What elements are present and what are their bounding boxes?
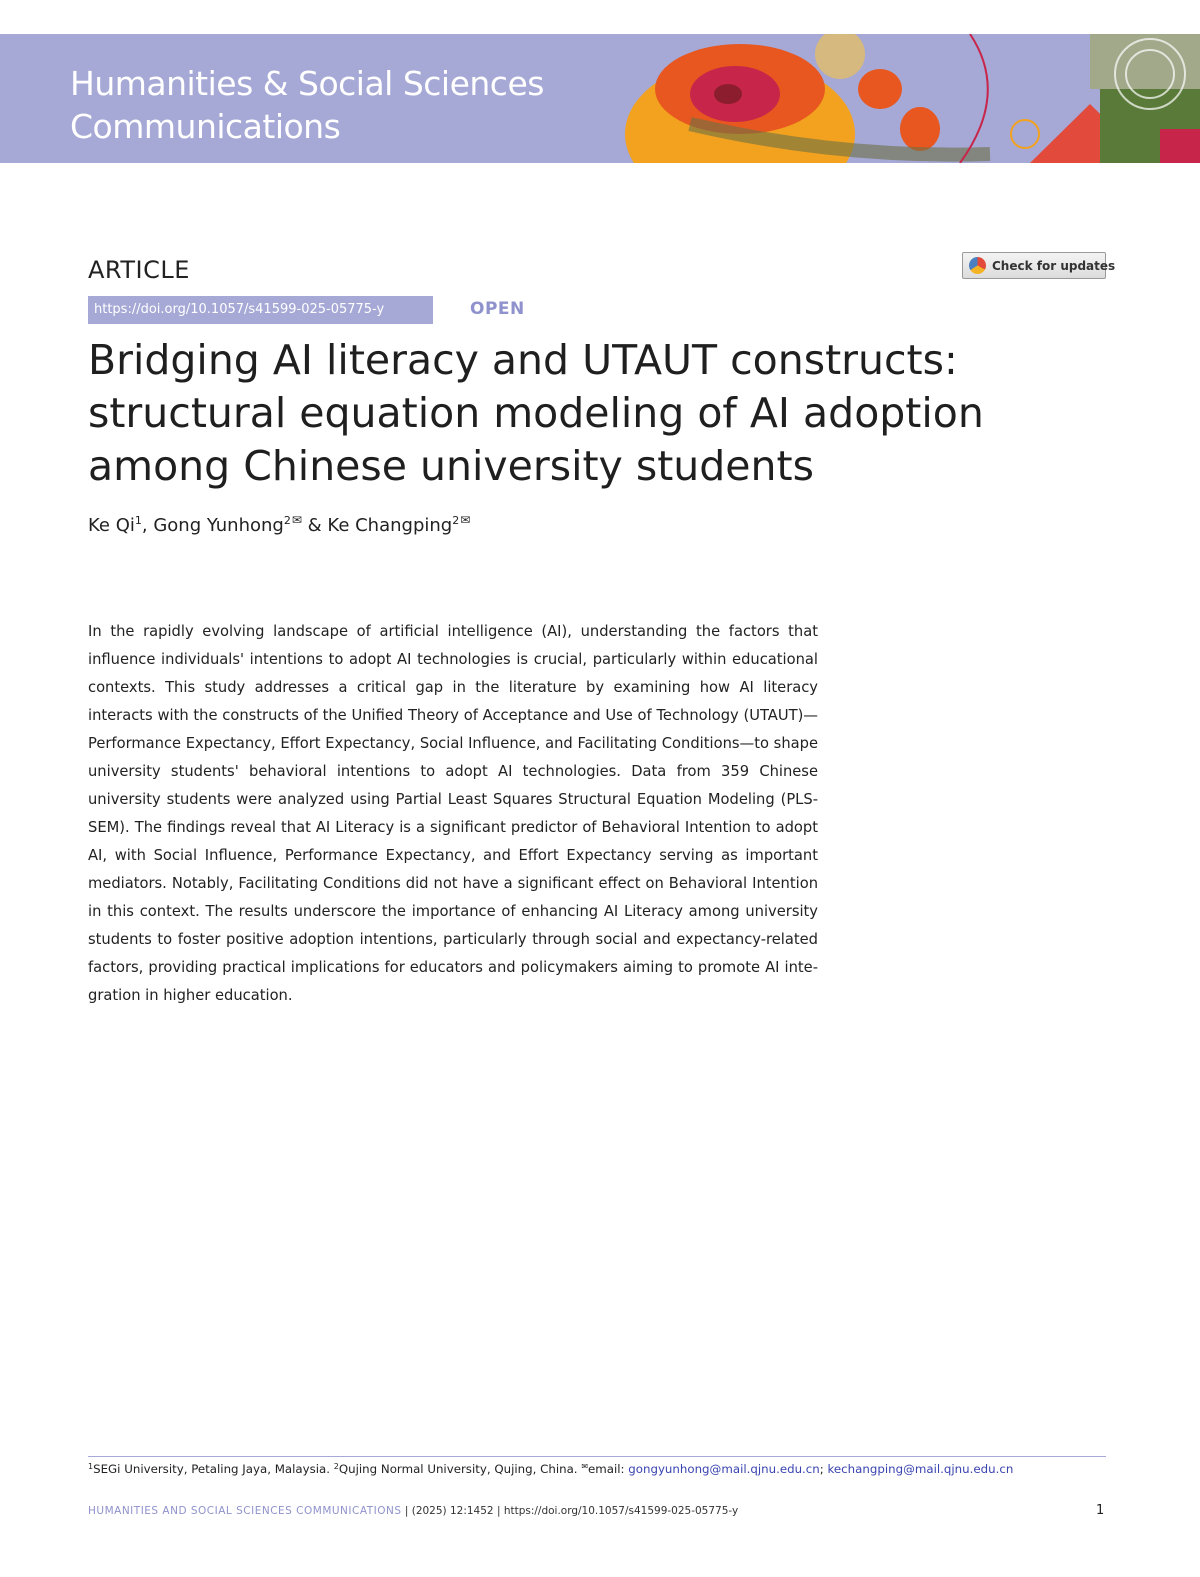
email-separator: ;	[819, 1462, 828, 1476]
author-name[interactable]: Gong Yunhong	[153, 515, 284, 536]
journal-banner	[0, 34, 1200, 163]
mail-icon[interactable]: ✉	[460, 513, 471, 527]
title-line-1: Bridging AI literacy and UTAUT constructs:	[88, 336, 958, 384]
article-type-label: ARTICLE	[88, 256, 190, 284]
check-for-updates-button[interactable]	[962, 252, 1116, 279]
page-footer	[88, 1505, 738, 1517]
check-for-updates-label: Check for updates	[992, 258, 1116, 273]
journal-title-line2: Communications	[70, 107, 341, 146]
doi-link[interactable]: https://doi.org/10.1057/s41599-025-05775-y	[88, 296, 433, 324]
author-name[interactable]: Ke Changping	[327, 515, 453, 536]
author-separator: ,	[141, 515, 154, 536]
mail-icon[interactable]: ✉	[291, 513, 302, 527]
page-number: 1	[1096, 1503, 1105, 1518]
email-link[interactable]: gongyunhong@mail.qjnu.edu.cn	[628, 1462, 820, 1476]
email-label: email:	[588, 1462, 629, 1476]
check-updates-icon	[969, 257, 986, 274]
affiliation-marker: 2	[283, 514, 291, 527]
affiliation-number: 1	[88, 1462, 94, 1471]
journal-title-line1: Humanities & Social Sciences	[70, 64, 544, 103]
affiliations-footnote	[88, 1462, 1106, 1476]
footer-citation: | (2025) 12:1452 | https://doi.org/10.1057/s41599-025-05775-y	[401, 1505, 739, 1517]
footnote-divider	[88, 1456, 1106, 1457]
title-line-3: among Chinese university students	[88, 442, 814, 490]
author-list	[88, 513, 470, 536]
journal-title[interactable]	[70, 62, 544, 148]
footer-journal-name: HUMANITIES AND SOCIAL SCIENCES COMMUNICATIONS	[88, 1505, 402, 1517]
affiliation-text: Qujing Normal University, Qujing, China.	[338, 1462, 582, 1476]
affiliation-marker: 2	[452, 514, 460, 527]
affiliation-number: 2	[333, 1462, 339, 1471]
article-title	[88, 334, 1048, 493]
affiliation-text: SEGi University, Petaling Jaya, Malaysia.	[93, 1462, 334, 1476]
author-separator: &	[301, 515, 328, 536]
mail-icon: ✉	[581, 1462, 589, 1471]
email-link[interactable]: kechangping@mail.qjnu.edu.cn	[827, 1462, 1014, 1476]
author-name[interactable]: Ke Qi	[88, 515, 135, 536]
affiliation-marker: 1	[134, 514, 142, 527]
abstract-text: In the rapidly evolving landscape of artificial intelligence (AI), understanding the factors that influence individuals' intentions to adopt AI technologies is crucial, particularly within educational contexts. This study addresses a critical gap in the literature by examining how AI literacy interacts with the constructs of the Unified Theory of Acceptance and Use of Technology (UTAUT)—Performance Expectancy, Effort Expectancy, Social Influence, and Facilitating Conditions—to shape university students' behavioral intentions to adopt AI technologies. Data from 359 Chinese university students were analyzed using Partial Least Squares Structural Equation Modeling (PLS-SEM). The findings reveal that AI Literacy is a significant predictor of Behavioral Intention to adopt AI, with Social Influence, Performance Expectancy, and Effort Expectancy serving as important mediators. Notably, Facilitating Conditions did not have a significant effect on Behavioral Intention in this context. The results underscore the importance of enhancing AI Literacy among university students to foster positive adoption intentions, particularly through social and expectancy-related factors, providing practical implications for educators and policymakers aiming to promote AI integration in higher education.	[88, 623, 818, 1004]
banner-artwork	[590, 34, 1200, 163]
open-access-label: OPEN	[470, 299, 525, 319]
title-line-2: structural equation modeling of AI adoption	[88, 389, 984, 437]
